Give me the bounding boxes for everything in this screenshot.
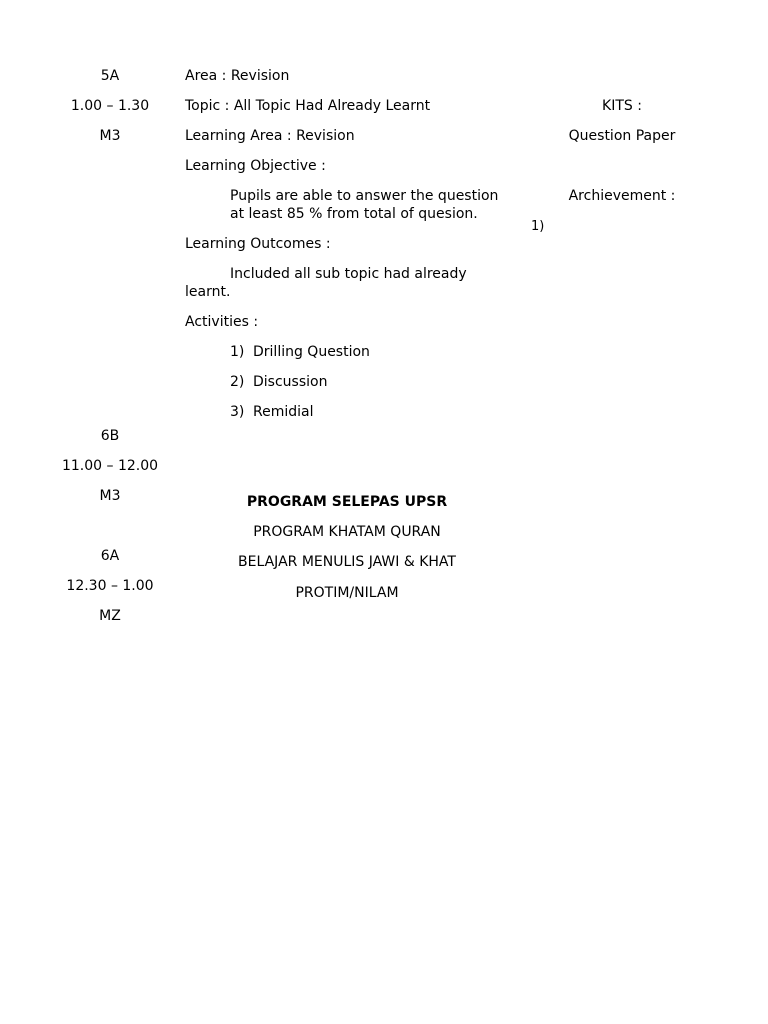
program-line: PROGRAM KHATAM QURAN <box>253 524 441 540</box>
program-line: BELAJAR MENULIS JAWI & KHAT <box>238 554 456 570</box>
learning-outcomes-text: Included all sub topic had already <box>230 266 467 282</box>
activity-number: 1) <box>230 344 245 360</box>
class-label: 6A <box>100 548 120 564</box>
time-slot: 11.00 – 12.00 <box>61 458 159 474</box>
learning-outcomes-heading: Learning Outcomes : <box>185 236 331 252</box>
activity-item: Drilling Question <box>253 344 370 360</box>
program-line: PROTIM/NILAM <box>295 585 399 601</box>
program-title: PROGRAM SELEPAS UPSR <box>246 494 448 510</box>
learning-objective-text: at least 85 % from total of quesion. <box>230 206 478 222</box>
kits-heading: KITS : <box>602 98 642 114</box>
activity-item: Discussion <box>253 374 328 390</box>
subject-code: M3 <box>99 488 121 504</box>
activities-heading: Activities : <box>185 314 259 330</box>
learning-outcomes-text: learnt. <box>185 284 231 300</box>
kits-item: Question Paper <box>568 128 676 144</box>
learning-area-line: Learning Area : Revision <box>185 128 355 144</box>
subject-code: MZ <box>99 608 121 624</box>
activity-number: 2) <box>230 374 245 390</box>
time-slot: 12.30 – 1.00 <box>66 578 154 594</box>
activity-item: Remidial <box>253 404 314 420</box>
learning-objective-heading: Learning Objective : <box>185 158 326 174</box>
achievement-heading: Archievement : <box>568 188 676 204</box>
area-line: Area : Revision <box>185 68 290 84</box>
time-slot: 1.00 – 1.30 <box>70 98 150 114</box>
topic-line: Topic : All Topic Had Already Learnt <box>185 98 431 114</box>
subject-code: M3 <box>99 128 121 144</box>
class-label: 6B <box>100 428 120 444</box>
learning-objective-text: Pupils are able to answer the question <box>230 188 499 204</box>
class-label: 5A <box>100 68 120 84</box>
achievement-item: 1) <box>531 219 545 234</box>
activity-number: 3) <box>230 404 245 420</box>
